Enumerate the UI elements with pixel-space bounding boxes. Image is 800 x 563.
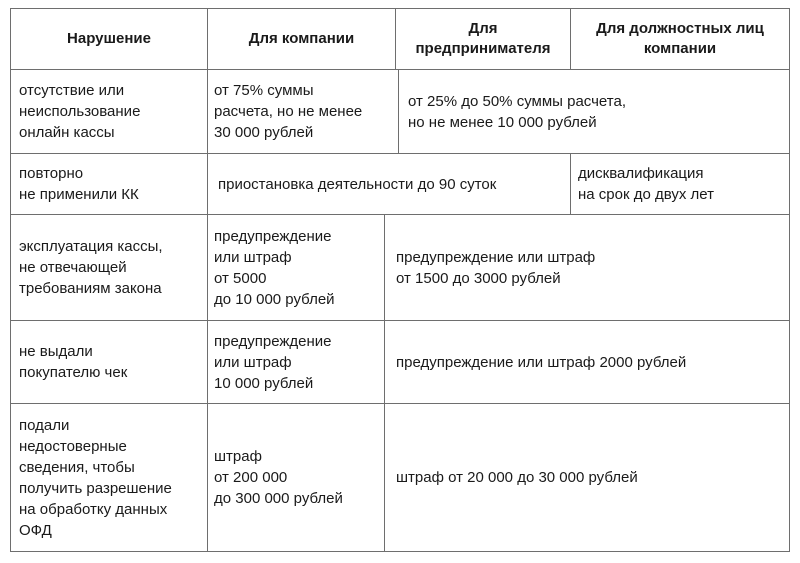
column-divider — [398, 69, 399, 154]
row-1-violation: отсутствие или неиспользование онлайн кассы — [19, 82, 141, 141]
row-5-violation: подали недостоверные сведения, чтобы получить разрешение на обработку данных ОФД — [19, 416, 172, 539]
row-4-company: предупреждение или штраф 10 000 рублей — [214, 332, 332, 392]
row-4-violation: не выдали покупателю чек — [19, 343, 128, 381]
row-3-entrepreneur-officials: предупреждение или штраф от 1500 до 3000 рублей — [396, 248, 596, 287]
table-border-left — [10, 8, 11, 552]
column-divider — [384, 214, 385, 552]
row-2-officials: дисквалификация на срок до двух лет — [578, 165, 714, 203]
row-1-entrepreneur-officials: от 25% до 50% суммы расчета, но не менее 10 000 рублей — [408, 92, 626, 131]
header-officials: Для должностных лиц компании — [596, 20, 764, 57]
table-border-right — [789, 8, 790, 552]
row-5-company: штраф от 200 000 до 300 000 рублей — [214, 448, 343, 507]
row-5-entrepreneur-officials: штраф от 20 000 до 30 000 рублей — [396, 469, 638, 486]
column-divider — [207, 8, 208, 552]
header-company: Для компании — [248, 30, 355, 47]
row-4-entrepreneur-officials: предупреждение или штраф 2000 рублей — [396, 353, 687, 371]
row-1-company: от 75% суммы расчета, но не менее 30 000 рублей — [214, 82, 363, 141]
header-entrepreneur: Для предпринимателя — [415, 20, 551, 57]
row-3-company: предупреждение или штраф от 5000 до 10 000 рублей — [214, 227, 335, 308]
column-divider — [570, 153, 571, 215]
row-2-company-entrepreneur: приостановка деятельности до 90 суток — [218, 175, 497, 193]
row-2-violation: повторно не применили КК — [19, 165, 139, 203]
row-3-violation: эксплуатация кассы, не отвечающей требованиям закона — [19, 238, 163, 297]
header-violation: Нарушение — [67, 30, 151, 47]
table-border-bottom — [10, 551, 790, 552]
